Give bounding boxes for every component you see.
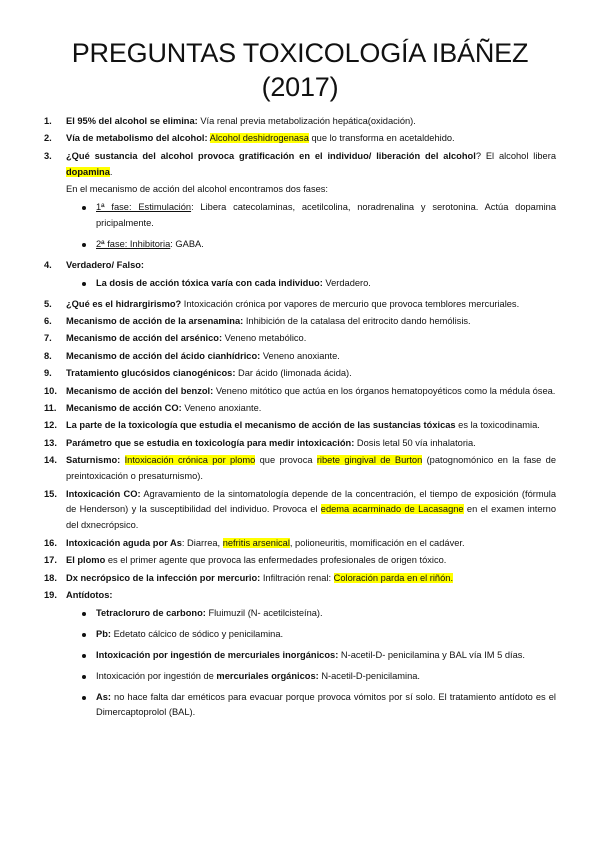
answer-text: Intoxicación crónica por vapores de mercurio que provoca temblores mercuriales. [181,298,520,309]
question-number: 19. [44,589,57,600]
phase-label: 2ª fase: Inhibitoria [96,238,171,249]
question-17 [44,553,556,569]
toxin: Tetracloruro de carbono: [96,607,206,618]
bullet-icon [82,696,86,700]
bullet-icon [82,612,86,616]
question-text: Tratamiento glucósidos cianogénicos: [66,368,236,379]
highlighted-answer: edema acarminado de Lacasagne [320,504,464,515]
highlighted-answer: nefritis arsenical [222,537,290,548]
question-1 [44,114,556,130]
antidote: Fluimuzil (N- acetilcisteína). [205,607,323,618]
answer-text: Verdadero. [322,277,371,288]
question-14 [44,453,556,485]
toxin-prefix: Intoxicación por ingestión de [96,670,217,681]
highlighted-answer-2: ribete gingival de Burton [316,455,423,466]
phase-label: 1ª fase: Estimulación [96,202,192,213]
toxin: mercuriales orgánicos: [216,670,319,681]
highlighted-answer: Coloración parda en el riñón. [333,572,454,583]
question-2 [44,131,556,147]
question-text: Mecanismo de acción de la arsenamina: [66,315,244,326]
question-text: ¿Qué sustancia del alcohol provoca gratificación en el individuo/ liberación del alcohol [66,150,476,161]
bullet-icon [82,243,86,247]
question-number: 15. [44,488,57,499]
question-number: 12. [44,420,57,431]
bullet-phase-2 [44,237,556,253]
question-18 [44,571,556,587]
bullet-antidote-4 [44,669,556,685]
question-number: 16. [44,537,57,548]
question-number: 9. [44,368,52,379]
antidote: Edetato cálcico de sódico y penicilamina. [110,628,284,639]
bullet-antidote-1 [44,606,556,622]
answer-text: : Diarrea, [181,537,223,548]
toxin: As: [96,691,111,702]
question-6 [44,314,556,330]
question-15 [44,487,556,535]
question-text: El 95% del alcohol se elimina: [66,116,198,126]
statement: La dosis de acción tóxica varía con cada individuo: [96,277,323,288]
answer-text: es la toxicodinamia. [455,420,540,431]
question-number: 14. [44,455,57,466]
bullet-true-false [44,276,556,292]
answer-text: Dosis letal 50 vía inhalatoria. [354,437,476,448]
answer-text: Inhibición de la catalasa del eritrocito dando hemólisis. [243,315,471,326]
question-number: 5. [44,298,52,309]
phases-intro: En el mecanismo de acción del alcohol encontramos dos fases: [66,184,329,195]
question-text: Verdadero/ Falso: [66,259,145,270]
question-19 [44,588,556,604]
bullet-icon [82,206,86,210]
answer-text: que provoca [255,455,317,466]
antidote: no hace falta dar eméticos para evacuar porque provoca vómitos por sí solo. El tratamiento antídoto es el Dimercaptoprolol (BAL). [96,691,556,718]
answer-text: Veneno anoxiante. [260,350,340,361]
question-12 [44,418,556,434]
question-13 [44,436,556,452]
bullet-icon [82,654,86,658]
answer-text: ? El alcohol libera [475,150,556,161]
answer-text: Dar ácido (limonada ácida). [235,368,352,379]
question-text: Saturnismo: [66,455,121,466]
bullet-phase-1 [44,200,556,232]
bullet-antidote-2 [44,627,556,643]
highlighted-answer: dopamina [66,166,110,177]
page-title: PREGUNTAS TOXICOLOGÍA IBÁÑEZ (2017) [71,38,529,102]
bullet-icon [82,633,86,637]
answer-text: Agravamiento de la sintomatología depende de la concentración, el tiempo de exposición (fórmula de Henderson) y la susceptibilidad del individuo. Provoca el [66,488,556,515]
bullet-icon [82,282,86,286]
question-text: Parámetro que se estudia en toxicología para medir intoxicación: [66,437,355,448]
question-text: La parte de la toxicología que estudia el mecanismo de acción de las sustancias tóxicas [66,420,456,431]
question-number: 17. [44,555,57,566]
question-number: 11. [44,403,57,413]
question-4 [44,258,556,274]
toxin: Pb: [96,628,111,639]
spacer-text [120,455,124,465]
question-number: 4. [44,259,52,270]
bullet-icon [82,675,86,679]
question-5 [44,297,556,313]
answer-text: es el primer agente que provoca las enfermedades profesionales de origen tóxico. [105,555,447,566]
question-text: Vía de metabolismo del alcohol: [66,133,208,144]
answer-text-end: en el examen interno del dxnecrópsico. [66,504,556,531]
highlighted-answer: Intoxicación crónica por plomo [124,455,256,466]
question-11 [44,401,556,417]
answer-text: Infiltración renal: [260,572,334,583]
question-number: 1. [44,116,52,126]
question-text: Mecanismo de acción del arsénico: [66,333,223,344]
answer-text: Vía renal previa metabolización hepática(oxidación). [197,116,416,126]
question-number: 6. [44,315,52,326]
question-3 [44,149,556,181]
bullet-antidote-5 [44,690,556,722]
question-9 [44,366,556,382]
answer-text-end: (patognomónico en la fase de preintoxicación o presaturnismo). [66,455,556,482]
question-number: 3. [44,150,52,161]
question-number: 13. [44,437,57,448]
answer-text: Veneno mitótico que actúa en los órganos hematopoyéticos como la médula ósea. [213,385,556,396]
question-text: El plomo [66,555,106,566]
question-text: Mecanismo de acción del benzol: [66,385,214,396]
question-10 [44,384,556,400]
bullet-antidote-3 [44,648,556,664]
question-text: Mecanismo de acción del ácido cianhídrico: [66,350,261,361]
question-text: Dx necrópsico de la infección por mercurio: [66,572,261,583]
question-number: 10. [44,385,57,396]
question-number: 2. [44,133,52,144]
antidote: N-acetil-D-penicilamina. [318,670,420,681]
phase-text: : Libera catecolaminas, acetilcolina, noradrenalina y serotonina. Actúa dopamina pricipalmente. [96,202,556,228]
question-text: ¿Qué es el hidrargirismo? [66,298,182,309]
answer-text-end: , polioneuritis, momificación en el cadáver. [289,537,465,548]
question-text: Mecanismo de acción CO: [66,403,182,413]
answer-text: Veneno anoxiante. [181,403,262,413]
question-text: Antídotos: [66,589,113,600]
question-text: Intoxicación CO: [66,488,141,499]
question-16 [44,536,556,552]
toxin: Intoxicación por ingestión de mercuriales inorgánicos: [96,649,339,660]
question-number: 18. [44,572,57,583]
question-7 [44,331,556,347]
highlighted-answer: Alcohol deshidrogenasa [209,133,309,144]
question-8 [44,349,556,365]
answer-text: Veneno metabólico. [222,333,307,344]
antidote: N-acetil-D- penicilamina y BAL vía IM 5 días. [338,649,525,660]
question-number: 7. [44,333,52,344]
question-number: 8. [44,350,52,361]
question-text: Intoxicación aguda por As [66,537,182,548]
phase-text: : GABA. [170,238,204,249]
answer-text: que lo transforma en acetaldehido. [308,133,455,144]
answer-text-end: . [109,166,113,177]
